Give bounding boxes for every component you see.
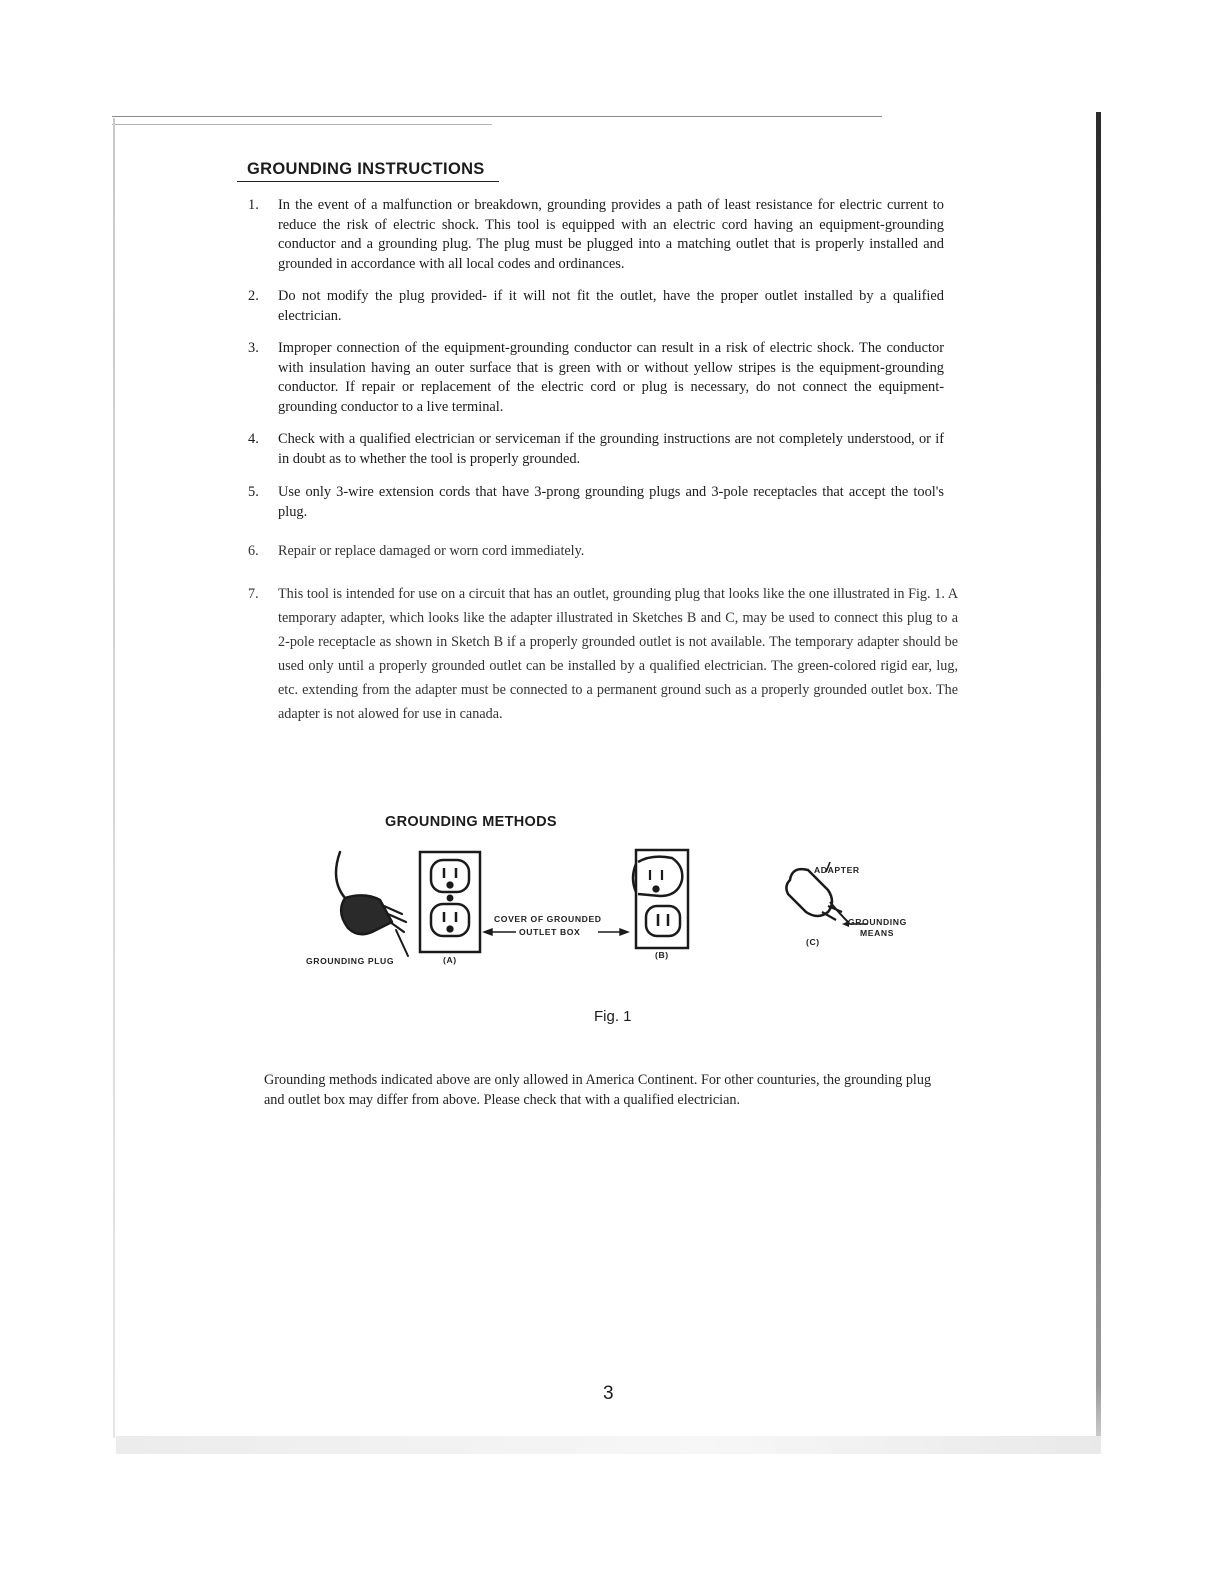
- instruction-text: Do not modify the plug provided- if it will not fit the outlet, have the proper outlet installed by a qualified electrician.: [278, 288, 944, 324]
- cover-label-line1: COVER OF GROUNDED: [494, 914, 602, 924]
- sketch-b-outlet-with-adapter: [633, 850, 688, 948]
- grounding-means-label-line2: MEANS: [860, 928, 895, 938]
- figure-title: GROUNDING METHODS: [385, 814, 557, 830]
- instruction-item-7: [248, 582, 958, 726]
- instruction-text: Repair or replace damaged or worn cord immediately.: [278, 543, 585, 559]
- instruction-text: Use only 3-wire extension cords that have 3-prong grounding plugs and 3-pole receptacles that accept the tool's plug.: [278, 484, 944, 520]
- scan-edge-right: [1096, 112, 1101, 1452]
- instruction-number: 5.: [248, 484, 259, 500]
- sketch-c-label: (C): [806, 937, 820, 947]
- page-number: 3: [603, 1383, 614, 1404]
- sketch-a-label: (A): [443, 955, 457, 965]
- instruction-item-3: [248, 339, 944, 417]
- cover-label-line2: OUTLET BOX: [519, 927, 581, 937]
- plug-cord-icon: [336, 852, 345, 898]
- instruction-number: 7.: [248, 586, 259, 602]
- instruction-number: 3.: [248, 340, 259, 356]
- plug-body-icon: [341, 895, 392, 934]
- grounding-means-label-line1: GROUNDING: [848, 917, 907, 927]
- adapter-label: ADAPTER: [814, 865, 860, 875]
- sketch-b-label: (B): [655, 950, 669, 960]
- grounding-plug-label: GROUNDING PLUG: [306, 956, 395, 966]
- figure-caption: Fig. 1: [594, 1008, 632, 1025]
- instruction-number: 2.: [248, 288, 259, 304]
- scan-edge-top-secondary: [112, 124, 492, 125]
- instruction-item-1: [248, 196, 944, 274]
- scan-edge-top: [112, 116, 882, 117]
- sketch-a-duplex-outlet: [420, 852, 480, 952]
- instruction-number: 1.: [248, 197, 259, 213]
- grounding-plug-drawing: [336, 852, 408, 956]
- instruction-item-6: [248, 539, 958, 563]
- instruction-text: This tool is intended for use on a circuit that has an outlet, grounding plug that looks like the one illustrated in Fig. 1. A temporary adapter, which looks like the adapter illustrated in Sketches B and C, may be used to connect this plug to a 2-pole receptacle as shown in Sketch B if a properly grounded outlet is not available. The temporary adapter should be used only until a properly grounded outlet can be installed by a qualified electrician. The green-colored rigid ear, lug, etc. extending from the adapter must be connected to a permanent ground such as a properly grounded outlet box. The adapter is not alowed for use in canada.: [278, 586, 958, 722]
- grounding-methods-illustration: [300, 840, 940, 970]
- instruction-item-2: [248, 287, 944, 326]
- scan-edge-left: [113, 118, 115, 1438]
- instruction-text: Improper connection of the equipment-grounding conductor can result in a risk of electric shock. The conductor with insulation having an outer surface that is green with or without yellow stripes is the equipment-grounding conductor. If repair or replacement of the electric cord or plug is necessary, do not connect the equipment-grounding conductor to a live terminal.: [278, 340, 944, 415]
- instruction-text: Check with a qualified electrician or serviceman if the grounding instructions are not completely understood, or if in doubt as to whether the tool is properly grounded.: [278, 431, 944, 467]
- heading-underline: [237, 181, 499, 182]
- section-heading: GROUNDING INSTRUCTIONS: [247, 160, 485, 178]
- instruction-number: 4.: [248, 431, 259, 447]
- instruction-item-4: [248, 430, 944, 469]
- instruction-text: In the event of a malfunction or breakdown, grounding provides a path of least resistance for electric current to reduce the risk of electric shock. This tool is equipped with an electric cord having an equipment-grounding conductor and a grounding plug. The plug must be plugged into a matching outlet that is properly installed and grounded in accordance with all local codes and ordinances.: [278, 197, 944, 272]
- instruction-number: 6.: [248, 543, 259, 559]
- instruction-item-5: [248, 483, 944, 522]
- scan-edge-bottom: [116, 1436, 1101, 1454]
- regional-note: Grounding methods indicated above are only allowed in America Continent. For other counturies, the grounding plug and outlet box may differ from above. Please check that with a qualified electrician.: [264, 1072, 932, 1108]
